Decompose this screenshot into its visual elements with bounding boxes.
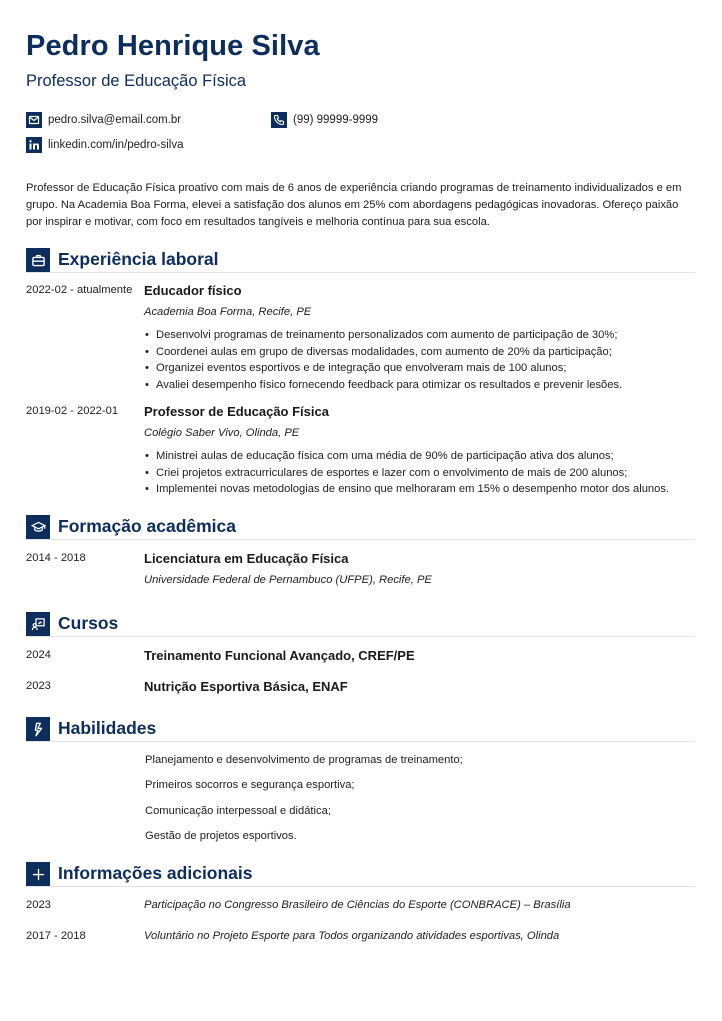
contact-linkedin[interactable] bbox=[26, 137, 184, 153]
education-school: Universidade Federal de Pernambuco (UFPE), Recife, PE bbox=[144, 574, 432, 586]
section-header-additional bbox=[26, 862, 695, 887]
bullet-item: • Organizei eventos esportivos e de integração que envolveram mais de 100 alunos; bbox=[144, 360, 622, 377]
section-title-courses: Cursos bbox=[58, 613, 119, 633]
contact-email[interactable] bbox=[26, 112, 181, 128]
skill-item: Primeiros socorros e segurança esportiva; bbox=[145, 779, 355, 791]
education-date: 2014 - 2018 bbox=[26, 552, 86, 564]
additional-date: 2023 bbox=[26, 899, 51, 911]
briefcase-icon bbox=[26, 248, 50, 272]
bullet-item: • Avaliei desempenho físico fornecendo feedback para otimizar os resultados e prevenir lesões. bbox=[144, 377, 622, 394]
linkedin-icon bbox=[26, 137, 42, 153]
section-title-education: Formação acadêmica bbox=[58, 516, 237, 536]
presentation-icon bbox=[26, 612, 50, 636]
experience-role: Educador físico bbox=[144, 283, 242, 298]
experience-date: 2019-02 - 2022-01 bbox=[26, 405, 119, 417]
graduation-cap-icon bbox=[26, 515, 50, 539]
section-title-experience: Experiência laboral bbox=[58, 249, 219, 269]
additional-text: Voluntário no Projeto Esporte para Todos organizando atividades esportivas, Olinda bbox=[144, 930, 560, 942]
skill-item: Comunicação interpessoal e didática; bbox=[145, 805, 331, 817]
experience-bullets bbox=[144, 448, 669, 498]
course-date: 2023 bbox=[26, 680, 51, 692]
profile-summary: Professor de Educação Física proativo com mais de 6 anos de experiência criando programas de treinamento individualizados e em grupo. Na Academia Boa Forma, elevei a satisfação dos alunos em 25% com abordagens pedagógicas inovadoras. Ofereço paixão por inspirar e motivar, com foco em resultados tangíveis e melhoria contínua para sua escola. bbox=[26, 182, 682, 228]
additional-text: Participação no Congresso Brasileiro de Ciências do Esporte (CONBRACE) – Brasília bbox=[144, 899, 571, 911]
phone-icon bbox=[271, 112, 287, 128]
bullet-item: • Ministrei aulas de educação física com uma média de 90% de participação ativa dos alunos; bbox=[144, 448, 669, 465]
contact-phone[interactable] bbox=[271, 112, 378, 128]
experience-bullets bbox=[144, 327, 622, 394]
experience-org: Colégio Saber Vivo, Olinda, PE bbox=[144, 427, 300, 439]
candidate-title: Professor de Educação Física bbox=[26, 72, 247, 90]
course-date: 2024 bbox=[26, 649, 51, 661]
skill-item: Planejamento e desenvolvimento de programas de treinamento; bbox=[145, 754, 463, 766]
additional-date: 2017 - 2018 bbox=[26, 930, 86, 942]
bullet-item: • Coordenei aulas em grupo de diversas modalidades, com aumento de 20% da participação; bbox=[144, 344, 622, 361]
section-title-skills: Habilidades bbox=[58, 718, 157, 738]
experience-org: Academia Boa Forma, Recife, PE bbox=[144, 306, 312, 318]
course-name: Treinamento Funcional Avançado, CREF/PE bbox=[144, 648, 415, 663]
plus-icon bbox=[26, 862, 50, 886]
lightning-icon bbox=[26, 717, 50, 741]
section-header-experience bbox=[26, 248, 695, 273]
skill-item: Gestão de projetos esportivos. bbox=[145, 830, 297, 842]
education-degree: Licenciatura em Educação Física bbox=[144, 551, 349, 566]
bullet-item: • Implementei novas metodologias de ensino que melhoraram em 15% o desempenho motor dos alunos. bbox=[144, 481, 669, 498]
section-header-education bbox=[26, 515, 695, 540]
experience-date: 2022-02 - atualmente bbox=[26, 284, 133, 296]
candidate-name: Pedro Henrique Silva bbox=[26, 30, 320, 62]
bullet-item: • Desenvolvi programas de treinamento personalizados com aumento de participação de 30%; bbox=[144, 327, 622, 344]
experience-role: Professor de Educação Física bbox=[144, 404, 329, 419]
section-header-skills bbox=[26, 717, 695, 742]
bullet-item: • Criei projetos extracurriculares de esportes e lazer com o envolvimento de mais de 200 alunos; bbox=[144, 465, 669, 482]
phone-text: (99) 99999-9999 bbox=[293, 114, 379, 126]
section-header-courses bbox=[26, 612, 695, 637]
course-name: Nutrição Esportiva Básica, ENAF bbox=[144, 679, 348, 694]
linkedin-text: linkedin.com/in/pedro-silva bbox=[48, 139, 184, 151]
envelope-icon bbox=[26, 112, 42, 128]
email-text: pedro.silva@email.com.br bbox=[48, 114, 182, 126]
section-title-additional: Informações adicionais bbox=[58, 863, 253, 883]
